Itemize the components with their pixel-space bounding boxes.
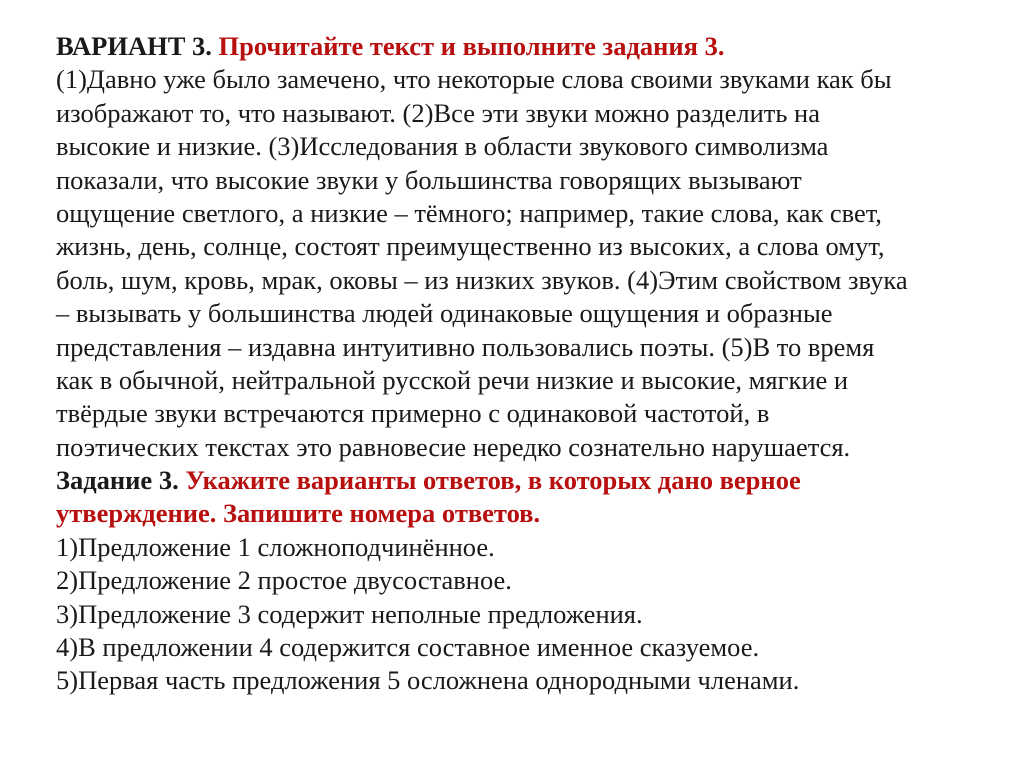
text-line: показали, что высокие звуки у большинства говорящих вызывают <box>56 164 802 195</box>
text-line: представления – издавна интуитивно пользовались поэты. (5)В то время <box>56 331 875 362</box>
task-instruction-line1: Укажите варианты ответов, в которых дано верное <box>185 465 801 496</box>
variant-heading <box>56 30 986 63</box>
text-line: – вызывать у большинства людей одинаковые ощущения и образные <box>56 298 833 329</box>
text-line: жизнь, день, солнце, состоят преимущественно из высоких, а слова омут, <box>56 231 885 262</box>
answer-option-3: 3)Предложение 3 содержит неполные предложения. <box>56 598 643 629</box>
task-heading <box>56 464 986 497</box>
answer-option-4: 4)В предложении 4 содержится составное именное сказуемое. <box>56 632 760 663</box>
variant-label: ВАРИАНТ 3. <box>56 31 212 61</box>
slide-content <box>56 30 986 698</box>
text-line: боль, шум, кровь, мрак, оковы – из низких звуков. (4)Этим свойством звука <box>56 264 908 295</box>
text-line: изображают то, что называют. (2)Все эти звуки можно разделить на <box>56 97 820 128</box>
task-label: Задание 3. <box>56 465 179 496</box>
answer-options <box>56 531 986 698</box>
text-line: высокие и низкие. (3)Исследования в области звукового символизма <box>56 131 829 162</box>
answer-option-1: 1)Предложение 1 сложноподчинённое. <box>56 531 495 562</box>
text-line: твёрдые звуки встречаются примерно с одинаковой частотой, в <box>56 398 770 429</box>
text-line: ощущение светлого, а низкие – тёмного; например, такие слова, как свет, <box>56 197 882 228</box>
variant-instruction: Прочитайте текст и выполните задания 3. <box>218 31 725 61</box>
text-line: (1)Давно уже было замечено, что некоторые слова своими звуками как бы <box>56 64 892 95</box>
reading-text <box>56 63 986 464</box>
answer-option-5: 5)Первая часть предложения 5 осложнена однородными членами. <box>56 665 800 696</box>
text-line: поэтических текстах это равновесие нередко сознательно нарушается. <box>56 431 851 462</box>
text-line: как в обычной, нейтральной русской речи низкие и высокие, мягкие и <box>56 364 849 395</box>
task-instruction-line2: утверждение. Запишите номера ответов. <box>56 498 541 529</box>
answer-option-2: 2)Предложение 2 простое двусоставное. <box>56 565 512 596</box>
